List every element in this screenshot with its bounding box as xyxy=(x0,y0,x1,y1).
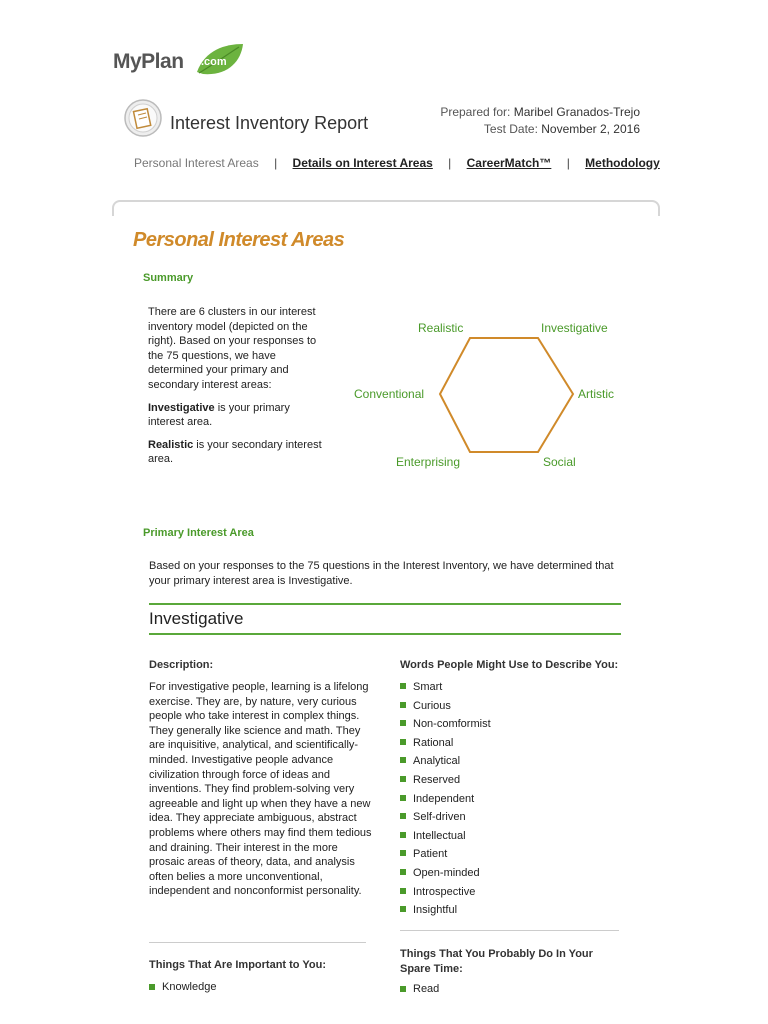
prepared-value: Maribel Granados-Trejo xyxy=(513,105,640,119)
hex-label-investigative: Investigative xyxy=(541,321,608,335)
hex-label-artistic: Artistic xyxy=(578,387,614,401)
summary-text xyxy=(148,305,328,475)
page-heading: Personal Interest Areas xyxy=(133,229,345,251)
nav-methodology-link[interactable]: Methodology xyxy=(585,156,660,170)
hex-label-realistic: Realistic xyxy=(418,321,464,335)
bullet-square-icon xyxy=(400,702,406,708)
spare-time-heading: Things That You Probably Do In Your Spare Time: xyxy=(400,948,593,975)
summary-heading: Summary xyxy=(143,272,194,284)
important-list-first: Knowledge xyxy=(149,981,216,993)
secondary-area-rest: is your secondary interest area. xyxy=(148,438,322,466)
words-heading: Words People Might Use to Describe You: xyxy=(400,659,619,671)
summary-secondary xyxy=(148,438,328,467)
divider-bottom xyxy=(149,633,621,635)
bullet-square-icon xyxy=(400,869,406,875)
bullet-square-icon xyxy=(400,739,406,745)
report-meta xyxy=(440,104,640,138)
report-icon xyxy=(124,99,162,137)
divider-left xyxy=(149,942,366,943)
bullet-square-icon xyxy=(400,683,406,689)
secondary-area-name: Realistic xyxy=(148,438,194,451)
prepared-label: Prepared for: xyxy=(440,105,511,119)
list-item: Analytical xyxy=(400,754,491,773)
bullet-square-icon xyxy=(400,776,406,782)
list-item: Self-driven xyxy=(400,810,491,829)
content-panel-border xyxy=(112,200,660,216)
report-title: Interest Inventory Report xyxy=(170,113,369,133)
test-date-label: Test Date: xyxy=(483,122,538,136)
description-heading: Description: xyxy=(149,659,214,671)
bullet-square-icon xyxy=(400,757,406,763)
list-item: Intellectual xyxy=(400,829,491,848)
summary-intro: There are 6 clusters in our interest inventory model (depicted on the right). Based on your responses to the 75 questions, we have determined your primary and secondary interest areas: xyxy=(148,306,317,391)
logo-brand-text: MyPlan xyxy=(113,50,184,73)
divider-right xyxy=(400,930,619,931)
nav-separator: | xyxy=(566,156,570,170)
list-item: Independent xyxy=(400,792,491,811)
spare-list-first: Read xyxy=(400,983,439,995)
report-nav xyxy=(134,156,660,170)
bullet-square-icon xyxy=(400,795,406,801)
nav-separator: | xyxy=(448,156,452,170)
description-text: For investigative people, learning is a lifelong exercise. They are, by nature, very curious people who take interest in complex things. They generally like science and math. They are inquisitive, analytical, and scientifically-minded. Investigative people advance civilization through force of ideas and inventions. They find problem-solving very agreeable and light up when they have a new idea. They appreciate ambiguous, abstract problems where others may find them tedious and draining. Their interest in the more prosaic areas of theory, data, and analysis often belies a more unconventional, independent and nonconformist personality. xyxy=(149,681,372,898)
list-item: Introspective xyxy=(400,885,491,904)
list-item: Insightful xyxy=(400,903,491,922)
nav-details-link[interactable]: Details on Interest Areas xyxy=(292,156,433,170)
list-item: Curious xyxy=(400,699,491,718)
bullet-square-icon xyxy=(400,906,406,912)
bullet-square-icon xyxy=(400,832,406,838)
hex-label-social: Social xyxy=(543,455,576,469)
nav-careermatch-link[interactable]: CareerMatch™ xyxy=(466,156,552,170)
bullet-square-icon xyxy=(400,813,406,819)
hex-label-enterprising: Enterprising xyxy=(396,455,461,469)
summary-primary xyxy=(148,401,328,430)
nav-personal-interest-areas[interactable]: Personal Interest Areas xyxy=(134,156,259,170)
primary-area-rest: is your primary interest area. xyxy=(148,401,290,429)
test-date-value: November 2, 2016 xyxy=(541,122,640,136)
primary-area-text: Based on your responses to the 75 questions in the Interest Inventory, we have determined that your primary interest area is Investigative. xyxy=(149,560,614,587)
logo-suffix-text: .com xyxy=(201,56,227,68)
bullet-square-icon xyxy=(400,850,406,856)
nav-separator: | xyxy=(274,156,278,170)
area-title: Investigative xyxy=(149,609,244,628)
primary-area-name: Investigative xyxy=(148,401,215,414)
divider-top xyxy=(149,603,621,605)
words-list xyxy=(400,680,491,922)
list-item: Non-comformist xyxy=(400,717,491,736)
primary-area-heading: Primary Interest Area xyxy=(143,527,254,539)
list-item: Patient xyxy=(400,847,491,866)
hex-label-conventional: Conventional xyxy=(354,387,425,401)
bullet-square-icon xyxy=(400,888,406,894)
interest-hexagon-diagram xyxy=(348,318,628,474)
list-item: Reserved xyxy=(400,773,491,792)
list-item: Open-minded xyxy=(400,866,491,885)
list-item: Rational xyxy=(400,736,491,755)
hexagon-shape xyxy=(440,338,573,452)
list-item: Smart xyxy=(400,680,491,699)
bullet-square-icon xyxy=(400,720,406,726)
important-heading: Things That Are Important to You: xyxy=(149,959,327,971)
